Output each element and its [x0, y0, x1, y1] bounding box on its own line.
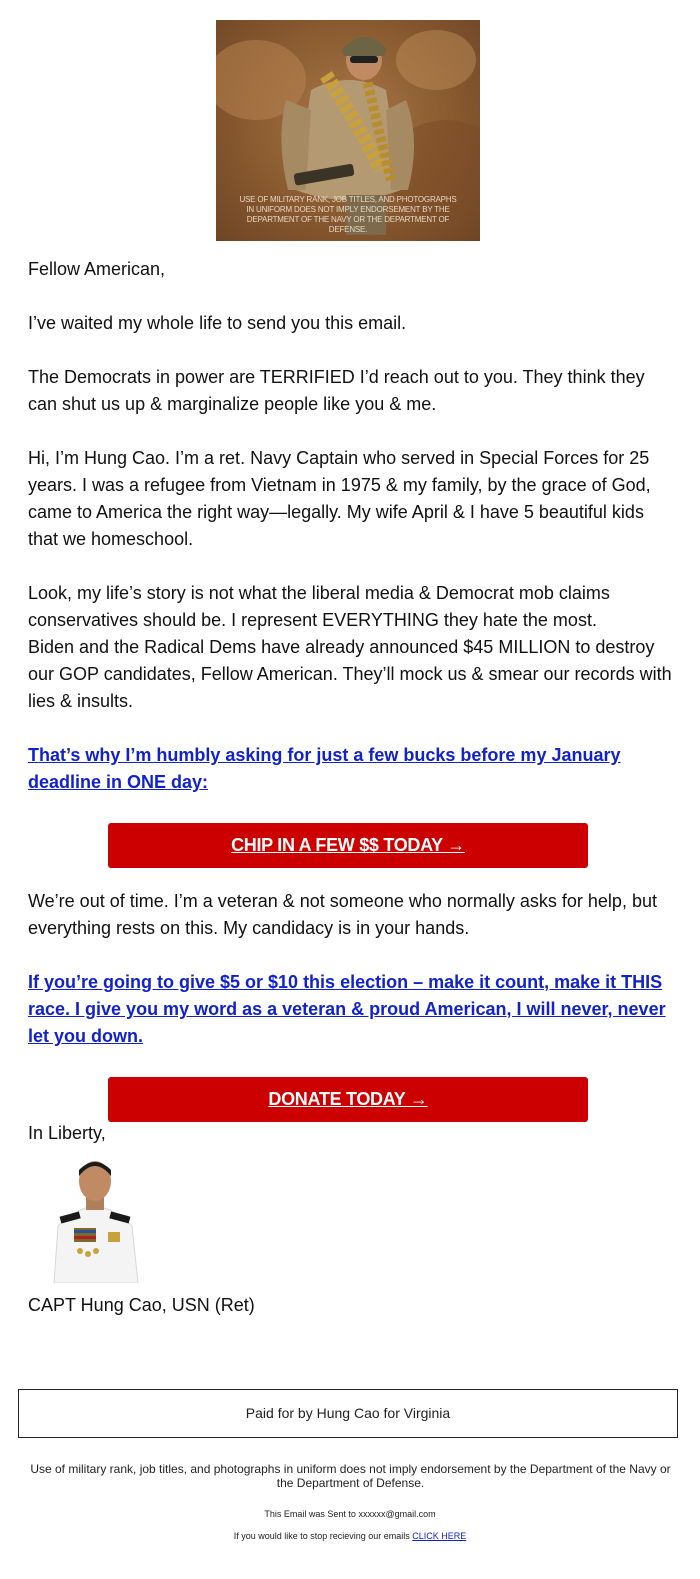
paragraph-2: The Democrats in power are TERRIFIED I’d reach out to you. They think they can shut us up & marginalize people like you & me. — [28, 367, 645, 414]
email-body — [28, 256, 673, 1122]
sent-to-line: This Email was Sent to xxxxxx@gmail.com — [264, 1509, 436, 1519]
donate-link-1[interactable]: That’s why I’m humbly asking for just a few bucks before my January deadline in ONE day: — [28, 745, 621, 792]
hero-caption: USE OF MILITARY RANK, JOB TITLES, AND PHOTOGRAPHS IN UNIFORM DOES NOT IMPLY ENDORSEMENT BY THE DEPARTMENT OF THE NAVY OR THE DEPARTMENT OF DEFENSE. — [239, 195, 457, 234]
chip-in-button[interactable]: CHIP IN A FEW $$ TODAY → — [108, 823, 588, 868]
donate-today-button[interactable]: DONATE TODAY → — [108, 1077, 588, 1122]
officer-portrait — [46, 1156, 144, 1283]
greeting: Fellow American, — [28, 259, 166, 279]
unsubscribe-text: If you would like to stop recieving our emails — [233, 1531, 410, 1541]
paragraph-4b: Biden and the Radical Dems have already announced $45 MILLION to destroy our GOP candidates, Fellow American. They’ll mock us & smear our records with lies & insults. — [28, 637, 672, 711]
signature: CAPT Hung Cao, USN (Ret) — [28, 1295, 255, 1315]
disclaimer: Use of military rank, job titles, and photographs in uniform does not imply endorsement by the Department of the Navy or the Department of Defense. — [30, 1462, 671, 1490]
signature-photo — [46, 1156, 144, 1283]
unsubscribe-line — [0, 1531, 700, 1541]
paragraph-4a: Look, my life’s story is not what the liberal media & Democrat mob claims conservatives should be. I represent EVERYTHING they hate the most. — [28, 583, 610, 630]
paragraph-1: I’ve waited my whole life to send you this email. — [28, 313, 407, 333]
donate-link-2[interactable]: If you’re going to give $5 or $10 this election – make it count, make it THIS race. I give you my word as a veteran & proud American, I will never, never let you down. — [28, 972, 666, 1046]
unsubscribe-link[interactable]: CLICK HERE — [412, 1531, 467, 1541]
sign-off: In Liberty, — [28, 1123, 106, 1143]
paragraph-5: We’re out of time. I’m a veteran & not someone who normally asks for help, but everything rests on this. My candidacy is in your hands. — [28, 891, 657, 938]
paid-for-box: Paid for by Hung Cao for Virginia — [18, 1389, 678, 1438]
paragraph-3: Hi, I’m Hung Cao. I’m a ret. Navy Captain who served in Special Forces for 25 years. I was a refugee from Vietnam in 1975 & my family, by the grace of God, came to America the right way—legally. My wife April & I have 5 beautiful kids that we homeschool. — [28, 448, 651, 549]
hero-image — [216, 20, 480, 241]
